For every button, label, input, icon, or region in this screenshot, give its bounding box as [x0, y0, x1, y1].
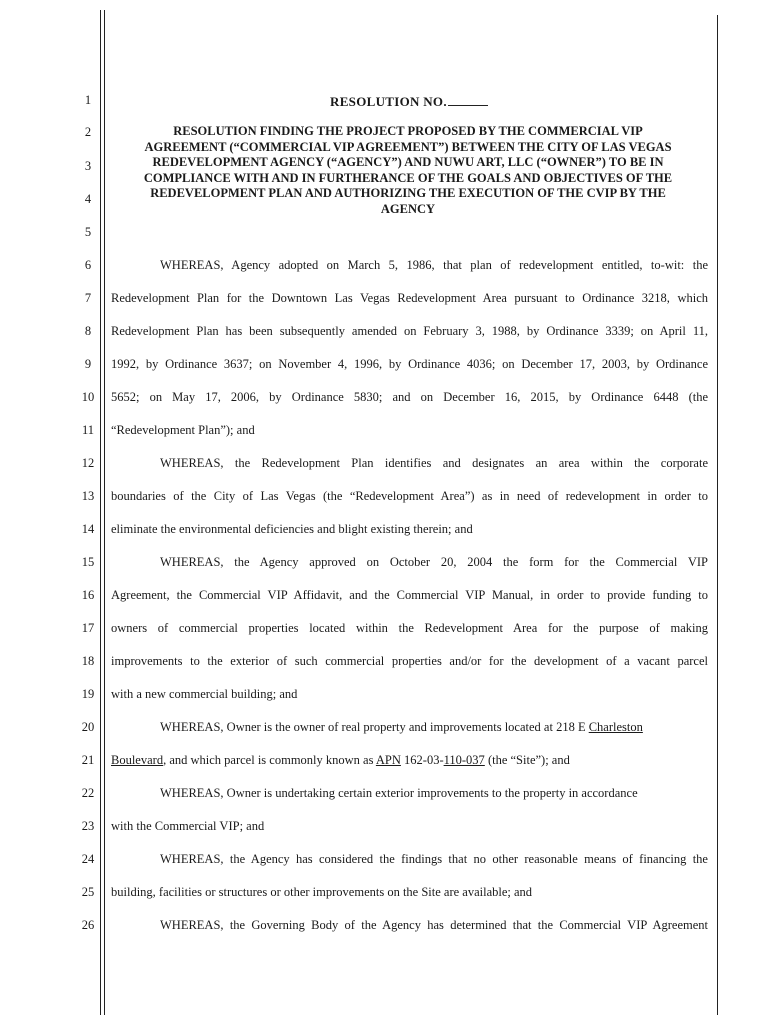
body-text: (the “Site”); and: [484, 753, 570, 767]
apn-label: APN: [375, 753, 401, 767]
line-number: 21: [81, 753, 95, 767]
line-number: 20: [81, 720, 95, 734]
line-number: 26: [81, 918, 95, 932]
body-text: WHEREAS, Owner is the owner of real property and improvements located at 218 E: [160, 720, 589, 734]
line-number: 8: [84, 324, 92, 338]
address-underlined: Boulevard: [111, 753, 164, 767]
line-number: 15: [81, 555, 95, 569]
body-line: improvements to the exterior of such commercial properties and/or for the development of a vacant parcel: [111, 654, 708, 668]
left-margin-rule-outer: [100, 10, 101, 1015]
body-line: WHEREAS, Owner is undertaking certain exterior improvements to the property in accordance: [160, 786, 638, 800]
line-number: 10: [81, 390, 95, 404]
body-line: WHEREAS, the Redevelopment Plan identifies and designates an area within the corporate: [160, 456, 708, 470]
line-number: 24: [81, 852, 95, 866]
line-number: 1: [84, 93, 92, 107]
body-line: WHEREAS, the Agency has considered the findings that no other reasonable means of financing the: [160, 852, 708, 866]
body-line: 1992, by Ordinance 3637; on November 4, 1996, by Ordinance 4036; on December 17, 2003, by Ordinance: [111, 357, 708, 371]
resolution-number-blank: [448, 93, 488, 106]
body-line: Agreement, the Commercial VIP Affidavit, and the Commercial VIP Manual, in order to provide funding to: [111, 588, 708, 602]
heading-line: REDEVELOPMENT PLAN AND AUTHORIZING THE EXECUTION OF THE CVIP BY THE: [150, 186, 666, 200]
line-number: 22: [81, 786, 95, 800]
body-line: 5652; on May 17, 2006, by Ordinance 5830; and on December 16, 2015, by Ordinance 6448 (the: [111, 390, 708, 404]
heading-line: RESOLUTION FINDING THE PROJECT PROPOSED BY THE COMMERCIAL VIP: [173, 124, 643, 138]
body-line: WHEREAS, the Agency approved on October 20, 2004 the form for the Commercial VIP: [160, 555, 708, 569]
body-line: building, facilities or structures or other improvements on the Site are available; and: [111, 885, 533, 899]
body-line: Redevelopment Plan has been subsequently amended on February 3, 1988, by Ordinance 3339; on April 11,: [111, 324, 708, 338]
body-line: with a new commercial building; and: [111, 687, 298, 701]
body-line: eliminate the environmental deficiencies and blight existing therein; and: [111, 522, 473, 536]
line-number: 19: [81, 687, 95, 701]
body-text: , and which parcel is commonly known as: [163, 753, 376, 767]
line-number: 6: [84, 258, 92, 272]
line-number: 2: [84, 125, 92, 139]
heading-line: COMPLIANCE WITH AND IN FURTHERANCE OF THE GOALS AND OBJECTIVES OF THE: [143, 170, 673, 185]
line-number: 12: [81, 456, 95, 470]
line-number: 9: [84, 357, 92, 371]
body-line: owners of commercial properties located within the Redevelopment Area for the purpose of making: [111, 621, 708, 635]
line-number: 5: [84, 225, 92, 239]
left-margin-rule-inner: [104, 10, 105, 1015]
resolution-title-text: RESOLUTION NO.: [330, 94, 447, 109]
body-text: 162-03-: [400, 753, 444, 767]
line-number: 7: [84, 291, 92, 305]
line-number: 13: [81, 489, 95, 503]
line-number: 16: [81, 588, 95, 602]
apn-number-underlined: 110-037: [443, 753, 485, 767]
heading-line: REDEVELOPMENT AGENCY (“AGENCY”) AND NUWU ART, LLC (“OWNER”) TO BE IN: [152, 155, 664, 169]
body-line: WHEREAS, the Governing Body of the Agency has determined that the Commercial VIP Agreement: [160, 918, 708, 932]
line-number: 4: [84, 192, 92, 206]
line-number: 17: [81, 621, 95, 635]
body-line: boundaries of the City of Las Vegas (the “Redevelopment Area”) as in need of redevelopment in order to: [111, 489, 708, 503]
line-number: 14: [81, 522, 95, 536]
body-line: [111, 753, 570, 767]
right-margin-rule: [717, 15, 718, 1015]
line-number: 18: [81, 654, 95, 668]
line-number: 25: [81, 885, 95, 899]
body-line: [160, 720, 643, 734]
resolution-title: [330, 93, 488, 110]
heading-line: AGREEMENT (“COMMERCIAL VIP AGREEMENT”) BETWEEN THE CITY OF LAS VEGAS: [144, 139, 672, 154]
body-line: “Redevelopment Plan”); and: [111, 423, 255, 437]
body-line: WHEREAS, Agency adopted on March 5, 1986, that plan of redevelopment entitled, to-wit: the: [160, 258, 708, 272]
line-number: 23: [81, 819, 95, 833]
line-number: 3: [84, 159, 92, 173]
body-line: with the Commercial VIP; and: [111, 819, 265, 833]
address-underlined: Charleston: [588, 720, 643, 734]
resolution-heading: [108, 124, 708, 217]
line-number: 11: [81, 423, 95, 437]
heading-line: AGENCY: [380, 201, 436, 216]
body-line: Redevelopment Plan for the Downtown Las Vegas Redevelopment Area pursuant to Ordinance 3218, which: [111, 291, 708, 305]
